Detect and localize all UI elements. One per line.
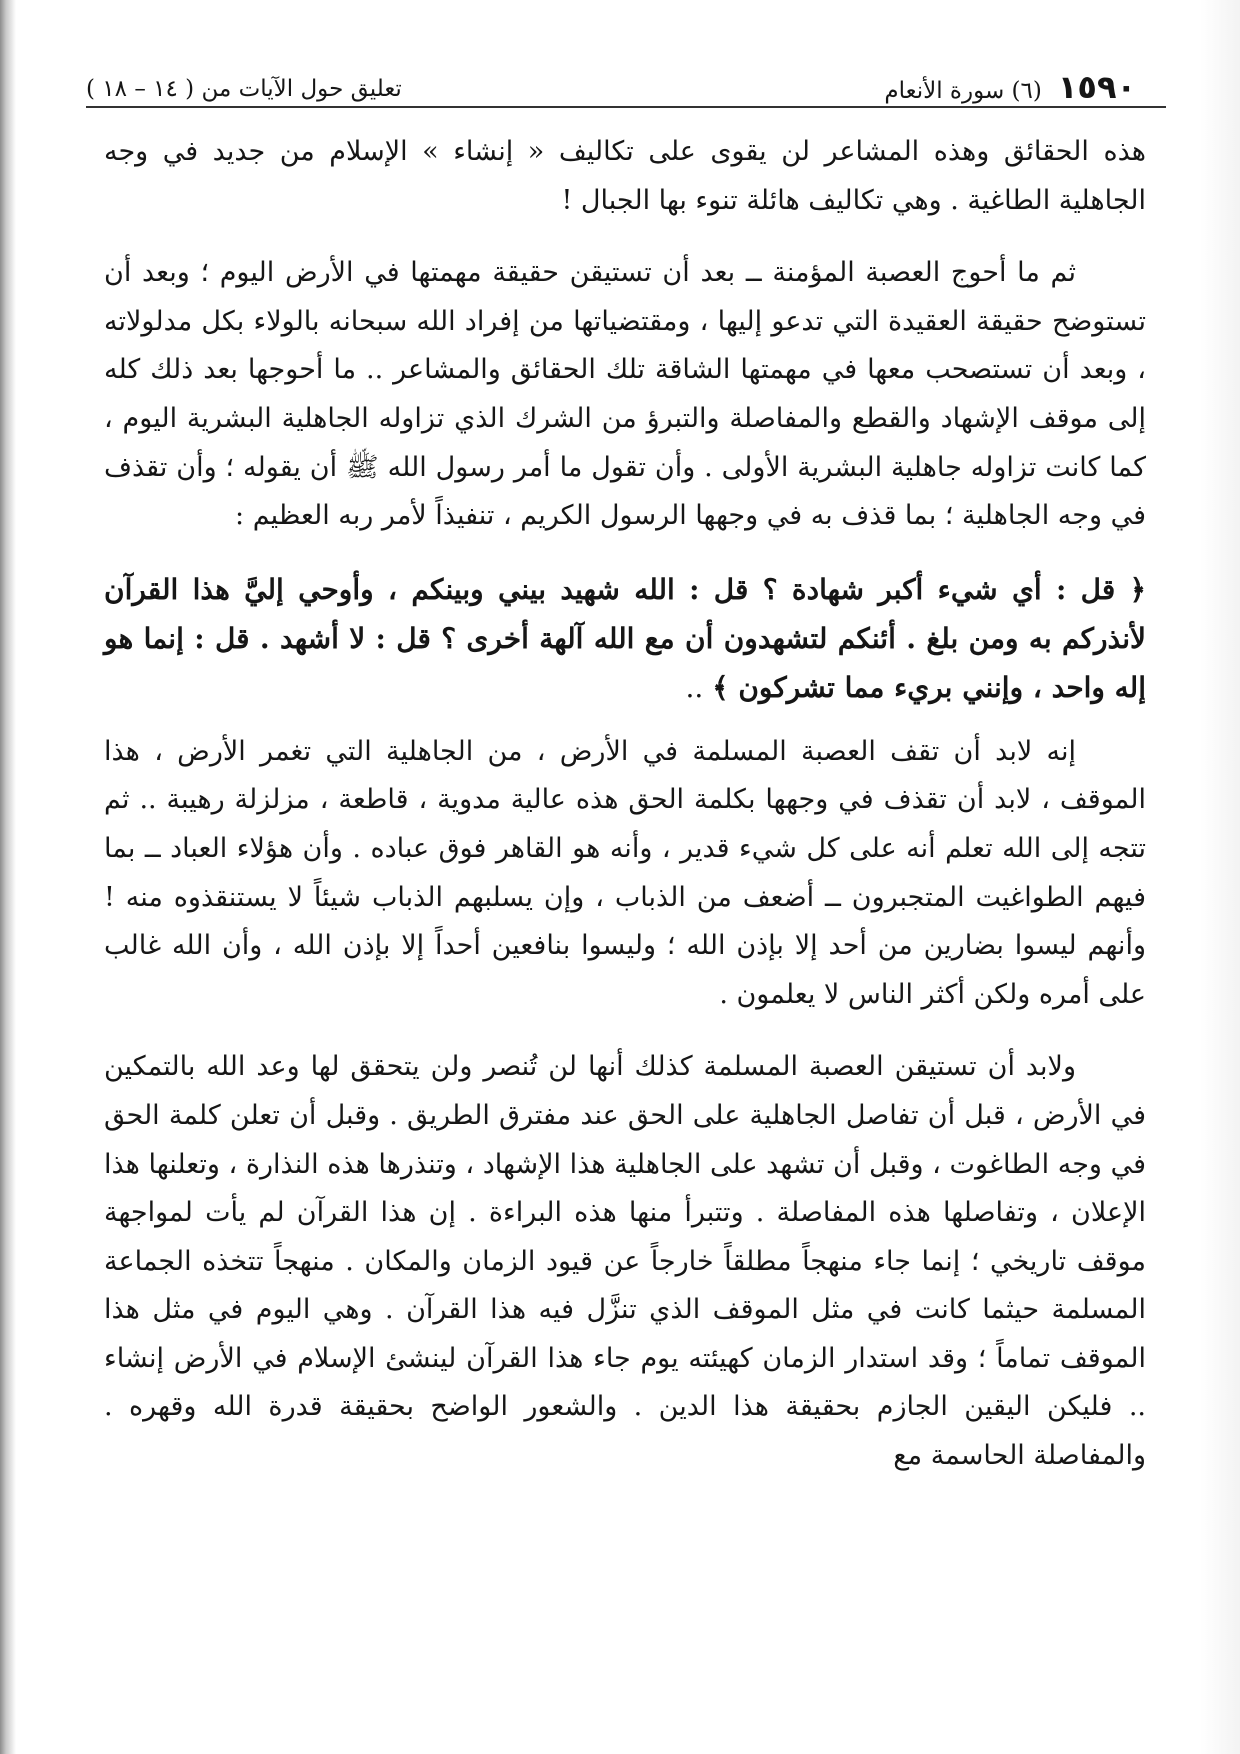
page-number: ١٥٩٠ bbox=[1057, 68, 1136, 106]
paragraph-4: ولابد أن تستيقن العصبة المسلمة كذلك أنها لن تُنصر ولن يتحقق لها وعد الله بالتمكين في الأرض ، قبل أن تفاصل الجاهلية على الحق عند مفترق الطريق . وقبل أن تعلن كلمة الحق في وجه الطاغوت ، وقبل أن تشهد على الجاهلية هذا الإشهاد ، وتنذرها هذه النذارة ، وتعلنها هذا الإعلان ، وتفاصلها هذه المفاصلة . وتتبرأ منها هذه البراءة . إن هذا القرآن لم يأت لمواجهة موقف تاريخي ؛ إنما جاء منهجاً مطلقاً خارجاً عن قيود الزمان والمكان . منهجاً تتخذه الجماعة المسلمة حيثما كانت في مثل الموقف الذي تنزَّل فيه هذا القرآن . وهي اليوم في مثل هذا الموقف تماماً ؛ وقد استدار الزمان كهيئته يوم جاء هذا القرآن لينشئ الإسلام في الأرض إنشاء .. فليكن اليقين الجازم بحقيقة هذا الدين . والشعور الواضح بحقيقة قدرة الله وقهره . والمفاصلة الحاسمة مع bbox=[104, 1051, 1146, 1472]
verse-tail: .. bbox=[685, 670, 713, 704]
header-right-group bbox=[884, 68, 1136, 106]
paragraph-1: هذه الحقائق وهذه المشاعر لن يقوى على تكاليف « إنشاء » الإسلام من جديد في وجه الجاهلية الطاغية . وهي تكاليف هائلة تنوء بها الجبال ! bbox=[104, 136, 1146, 216]
running-header bbox=[86, 60, 1166, 108]
book-page bbox=[86, 60, 1166, 1720]
paragraph-2: ثم ما أحوج العصبة المؤمنة ــ بعد أن تستيقن حقيقة مهمتها في الأرض اليوم ؛ وبعد أن تستوضح حقيقة العقيدة التي تدعو إليها ، ومقتضياتها من إفراد الله سبحانه بالولاء بكل مدلولاته ، وبعد أن تستصحب معها في مهمتها الشاقة تلك الحقائق والمشاعر .. ما أحوجها بعد ذلك كله إلى موقف الإشهاد والقطع والمفاصلة والتبرؤ من الشرك الذي تزاوله الجاهلية البشرية اليوم ، كما كانت تزاوله جاهلية البشرية الأولى . وأن تقول ما أمر رسول الله ﷺ أن يقوله ؛ وأن تقذف في وجه الجاهلية ؛ بما قذف به في وجهها الرسول الكريم ، تنفيذاً لأمر ربه العظيم : bbox=[104, 257, 1146, 532]
page-body bbox=[86, 108, 1166, 1481]
verse-text: ﴿ قل : أي شيء أكبر شهادة ؟ قل : الله شهيد بيني وبينكم ، وأوحي إليَّ هذا القرآن لأنذركم به ومن بلغ . أئنكم لتشهدون أن مع الله آلهة أخرى ؟ قل : لا أشهد . قل : إنما هو إله واحد ، وإنني بريء مما تشركون ﴾ bbox=[104, 572, 1146, 704]
section-title: تعليق حول الآيات من ( ١٤ – ١٨ ) bbox=[86, 76, 402, 102]
sura-title: (٦) سورة الأنعام bbox=[884, 78, 1042, 104]
quran-verse bbox=[104, 565, 1146, 712]
paragraph-3: إنه لابد أن تقف العصبة المسلمة في الأرض ، من الجاهلية التي تغمر الأرض ، هذا الموقف ، لابد أن تقذف في وجهها بكلمة الحق هذه عالية مدوية ، قاطعة ، مزلزلة رهيبة .. ثم تتجه إلى الله تعلم أنه على كل شيء قدير ، وأنه هو القاهر فوق عباده . وأن هؤلاء العباد ــ بما فيهم الطواغيت المتجبرون ــ أضعف من الذباب ، وإن يسلبهم الذباب شيئاً لا يستنقذوه منه ! وأنهم ليسوا بضارين من أحد إلا بإذن الله ؛ وليسوا بنافعين أحداً إلا بإذن الله ، وأن الله غالب على أمره ولكن أكثر الناس لا يعلمون . bbox=[104, 735, 1146, 1010]
